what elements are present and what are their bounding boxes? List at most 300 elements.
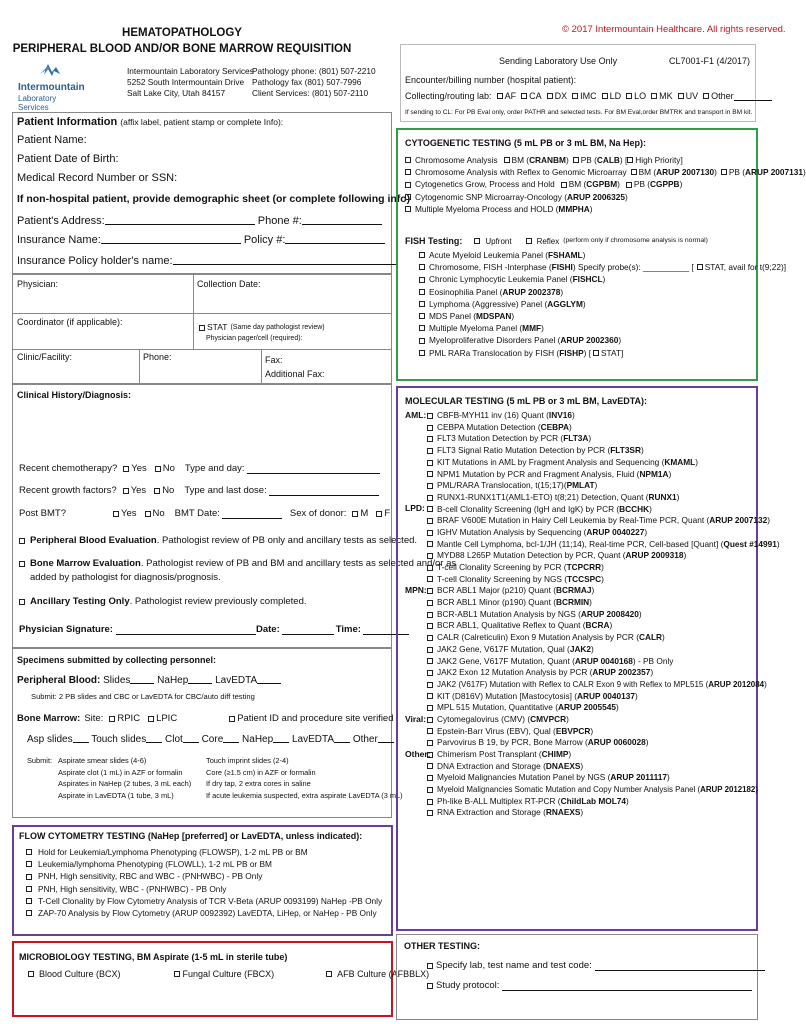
molecular-checkbox[interactable] (427, 413, 433, 419)
cyto-item-label: ) (624, 191, 628, 202)
no-label: No (162, 463, 175, 474)
growth-no-checkbox[interactable] (154, 488, 160, 494)
group-label-other: Other: (405, 748, 431, 759)
molecular-item (405, 445, 780, 457)
flow-checkbox[interactable] (26, 861, 32, 867)
molecular-item-label: Mantle Cell Lymphoma, bcl-1/JH (11;14), Real-time PCR, Cell-based [Quant] ( (437, 538, 724, 549)
lab-ld-checkbox[interactable] (602, 93, 608, 99)
clot-label: Clot (165, 734, 183, 745)
cyto-item-label: PB ( (728, 167, 746, 178)
molecular-checkbox[interactable] (427, 740, 433, 746)
bm-eval-checkbox[interactable] (19, 561, 25, 567)
molecular-code: PMLAT (566, 480, 595, 491)
submit-left-list (58, 755, 191, 801)
fish-item-label: ) (560, 286, 564, 297)
molecular-item-label: CBFB-MYH11 inv (16) Quant ( (437, 410, 549, 421)
fish-checkbox[interactable] (419, 277, 425, 283)
molecular-code: KMAML (664, 456, 696, 467)
cyto-item-label: ) (714, 167, 717, 178)
molecular-code: JAK2 (569, 643, 592, 654)
lab-other-checkbox[interactable] (703, 93, 709, 99)
type-day-input[interactable] (247, 465, 380, 474)
fish-checkbox[interactable] (593, 350, 599, 356)
blood-culture-label: Blood Culture (BCX) (39, 969, 121, 979)
lab-ca-checkbox[interactable] (521, 93, 527, 99)
pid-checkbox[interactable] (229, 716, 235, 722)
physician-label: Physician: (17, 279, 59, 289)
sending-lab-label: Sending Laboratory Use Only (499, 56, 618, 66)
cyto-checkbox[interactable] (405, 169, 411, 175)
cyto-code: CGPPB (650, 179, 680, 190)
lab-uv-checkbox[interactable] (678, 93, 684, 99)
molecular-code: BCRMIN (555, 597, 590, 608)
cyto-item-label: Multiple Myeloma Process and HOLD ( (415, 203, 559, 214)
touch-input[interactable] (146, 734, 162, 743)
pb-slides-input[interactable] (130, 675, 154, 684)
holder-input[interactable] (173, 256, 398, 265)
molecular-checkbox[interactable] (427, 647, 433, 653)
molecular-code: DNAEXS (545, 760, 581, 771)
molecular-checkbox[interactable] (427, 752, 433, 758)
molecular-item-label: FLT3 Mutation Detection by PCR ( (437, 433, 564, 444)
molecular-item-label: ) (638, 608, 642, 619)
cyto-heading: CYTOGENETIC TESTING (5 mL PB or 3 mL BM, Na Hep): (405, 138, 647, 148)
stat-row (199, 323, 325, 333)
pb-lav-input[interactable] (257, 675, 281, 684)
afb-culture-label: AFB Culture (AFBBLX) (337, 969, 430, 979)
cyto-item (405, 154, 806, 166)
molecular-item-label: ) (645, 737, 649, 748)
pb-specimen-row (17, 675, 281, 687)
molecular-item (405, 620, 780, 632)
molecular-item (405, 632, 780, 644)
fish-item-label: ) Specify probe(s): __________ [ (572, 262, 694, 273)
molecular-item-label: ) - PB Only (632, 655, 674, 666)
fish-item (419, 322, 786, 334)
fish-item-label: ) (511, 311, 515, 322)
molecular-checkbox[interactable] (427, 717, 433, 723)
cyto-checkbox[interactable] (504, 157, 510, 163)
address-input[interactable] (105, 216, 255, 225)
cyto-item-label: BM ( (511, 155, 530, 165)
molecular-item (405, 784, 780, 796)
molecular-item-label: ) (767, 515, 770, 526)
flow-cytometry-box (12, 825, 393, 936)
phone-label: Phone #: (257, 215, 302, 227)
afb-culture-checkbox[interactable] (326, 971, 332, 977)
fish-checkbox[interactable] (419, 313, 425, 319)
pager-label: Physician pager/cell (required): (206, 335, 303, 342)
post-bmt-row (19, 509, 390, 520)
reflex-label: Reflex (536, 236, 560, 246)
fish-item (419, 334, 786, 346)
signature-label: Physician Signature: (19, 624, 113, 635)
molecular-checkbox[interactable] (427, 682, 433, 688)
flow-item-label: PNH, High sensitivity, WBC - (PNHWBC) - PB Only (38, 883, 227, 894)
flow-item-label: Leukemia/lymphoma Phenotyping (FLOWLL), 1-2 mL PB or BM (38, 859, 272, 870)
cyto-checkbox[interactable] (405, 194, 411, 200)
logo-text: Intermountain (18, 82, 85, 94)
patient-heading-text: Patient Information (17, 116, 118, 128)
stat-label: STAT (207, 322, 228, 332)
molecular-item (405, 550, 780, 562)
molecular-code: ARUP 2009318 (625, 550, 684, 561)
bmt-date-label: BMT Date: (174, 508, 220, 519)
other-testing-heading: OTHER TESTING: (404, 941, 480, 951)
fish-item-label: ) (582, 250, 586, 260)
molecular-item-label: JAK2 Exon 12 Mutation Analysis by PCR ( (437, 667, 593, 678)
lab-option: MK (659, 91, 673, 101)
fish-checkbox[interactable] (419, 301, 425, 307)
molecular-code: FLT3A (563, 433, 589, 444)
pb-slides-label: Slides (103, 675, 131, 686)
molecular-checkbox[interactable] (427, 705, 433, 711)
molecular-item (405, 585, 780, 597)
molecular-checkbox[interactable] (427, 787, 433, 793)
fish-checkbox[interactable] (697, 264, 703, 270)
molecular-checkbox[interactable] (427, 541, 433, 547)
phone-input[interactable] (302, 216, 382, 225)
molecular-item-label: ) (668, 468, 672, 479)
lab-address (127, 66, 254, 99)
cyto-item (405, 166, 806, 178)
molecular-item (405, 737, 780, 749)
fish-checkbox[interactable] (419, 252, 425, 258)
cytogenetic-box (396, 128, 806, 381)
specify-input[interactable] (595, 962, 765, 971)
molecular-checkbox[interactable] (427, 448, 433, 454)
cyto-checkbox[interactable] (405, 206, 411, 212)
chemo-yes-checkbox[interactable] (123, 466, 129, 472)
insurance-input[interactable] (101, 235, 241, 244)
molecular-item-label: ) (644, 526, 648, 537)
molecular-item-label: BCR ABL1, Qualitative Reflex to Quant ( (437, 620, 586, 631)
reflex-note: (perform only if chromosome analysis is normal) (563, 237, 708, 245)
submit-label: Submit: (27, 756, 53, 765)
cyto-checkbox[interactable] (405, 182, 411, 188)
molecular-checkbox[interactable] (427, 775, 433, 781)
donor-m-checkbox[interactable] (352, 511, 358, 517)
cyto-checkbox[interactable] (721, 169, 727, 175)
fungal-culture-checkbox[interactable] (174, 971, 180, 977)
m-label: M (360, 508, 369, 519)
lpic-checkbox[interactable] (148, 716, 154, 722)
molecular-checkbox[interactable] (427, 810, 433, 816)
bmt-no-checkbox[interactable] (145, 511, 151, 517)
cyto-code: ARUP 2006325 (567, 191, 625, 202)
cyto-checkbox[interactable] (631, 169, 637, 175)
lav-input[interactable] (334, 734, 350, 743)
address-line: 5252 South Intermountain Drive (127, 77, 245, 87)
cyto-item (405, 191, 806, 203)
pid-label: Patient ID and procedure site verified (237, 713, 394, 724)
molecular-code: BCCHK (619, 503, 650, 514)
molecular-code: CMVPCR (530, 713, 567, 724)
ancillary-title: Ancillary Testing Only (30, 596, 130, 607)
bmt-date-input[interactable] (222, 510, 282, 519)
submit-item: Aspirates in NaHep (2 tubes, 3 mL each) (58, 779, 192, 788)
signature-input[interactable] (116, 626, 256, 635)
molecular-code: ChildLab MOL74 (560, 795, 627, 806)
logo-subtext: Laboratory Services (18, 93, 57, 113)
molecular-item-label: ) (591, 643, 594, 654)
lab-option: DX (554, 91, 568, 101)
molecular-checkbox[interactable] (427, 471, 433, 477)
collection-date-label: Collection Date: (197, 279, 261, 289)
molecular-item-label: T-cell Clonality Screening by PCR ( (437, 562, 567, 573)
molecular-item (405, 422, 780, 434)
molecular-checkbox[interactable] (427, 670, 433, 676)
flow-checkbox[interactable] (26, 849, 32, 855)
protocol-input[interactable] (502, 982, 752, 991)
address-line: Intermountain Laboratory Services (127, 66, 254, 76)
cyto-item-label: PB ( (580, 155, 597, 165)
lab-mk-checkbox[interactable] (651, 93, 657, 99)
encounter-label: Encounter/billing number (hospital patient): (405, 75, 577, 85)
molecular-checkbox[interactable] (427, 635, 433, 641)
molecular-item-label: ) (566, 713, 569, 724)
f-label: F (384, 508, 391, 519)
core-input[interactable] (223, 734, 239, 743)
molecular-item-label: MYD88 L265P Mutation Detection by PCR, Quant ( (437, 550, 626, 561)
molecular-item (405, 796, 780, 808)
molecular-item-label: DNA Extraction and Storage ( (437, 760, 546, 771)
ancillary-text: . Pathologist review previously completed. (129, 596, 307, 607)
policy-label: Policy #: (243, 234, 286, 246)
no-label: No (162, 485, 175, 496)
molecular-item-label: Epstein-Barr Virus (EBV), Qual ( (437, 725, 556, 736)
molecular-item (405, 527, 780, 539)
lab-option: LO (634, 91, 647, 101)
physician-grid (12, 274, 392, 384)
molecular-code: INV16 (548, 410, 572, 421)
donor-f-checkbox[interactable] (376, 511, 382, 517)
patient-name-label: Patient Name: (17, 134, 87, 146)
patient-address-row (17, 215, 382, 228)
asp-input[interactable] (73, 734, 89, 743)
flow-checkbox[interactable] (26, 886, 32, 892)
molecular-item-label: RUNX1-RUNX1T1(AML1-ETO) t(8;21) Detection, Quant ( (437, 491, 649, 502)
cyto-item-label: ) (589, 203, 593, 214)
clot-input[interactable] (183, 734, 199, 743)
molecular-item-label: ) (568, 749, 572, 760)
molecular-item-label: Myeloid Malignancies Somatic Mutation and Copy Number Analysis Panel ( (437, 785, 701, 795)
molecular-checkbox[interactable] (427, 600, 433, 606)
lab-contacts (252, 66, 376, 99)
molecular-item (405, 480, 780, 492)
fish-item-label: Multiple Myeloma Panel ( (429, 323, 523, 334)
reflex-checkbox[interactable] (526, 238, 532, 244)
lab-lo-checkbox[interactable] (626, 93, 632, 99)
molecular-code: ARUP 2002357 (592, 667, 651, 678)
insurance-label: Insurance Name: (17, 234, 101, 246)
pb-eval-row (19, 536, 417, 547)
molecular-code: ARUP 0040168 (574, 655, 633, 666)
molecular-code: RUNX1 (648, 491, 677, 502)
microbiology-box (12, 941, 430, 1017)
fish-checkbox[interactable] (419, 289, 425, 295)
molecular-item-label: ) (601, 562, 604, 573)
molecular-checkbox[interactable] (427, 495, 433, 501)
fish-checkbox[interactable] (419, 325, 425, 331)
yes-label: Yes (131, 463, 147, 474)
molecular-checkbox[interactable] (427, 553, 433, 559)
molecular-item-label: IGHV Mutation Analysis by Sequencing ( (437, 526, 587, 537)
fax-label: Fax: (265, 355, 283, 365)
flow-item-label: T-Cell Clonality by Flow Cytometry Analysis of TCR V-Beta (ARUP 0093199) NaHep -PB Only (38, 895, 383, 906)
fish-code: ARUP 2002360 (560, 335, 619, 346)
client-services: Client Services: (801) 507-2110 (252, 88, 369, 98)
type-dose-label: Type and last dose: (184, 485, 267, 496)
fish-code: MMF (522, 323, 542, 334)
molecular-checkbox[interactable] (427, 763, 433, 769)
fish-item-label: Myeloproliferative Disorders Panel ( (429, 335, 561, 346)
pb-eval-checkbox[interactable] (19, 538, 25, 544)
type-day-label: Type and day: (184, 463, 245, 474)
clinic-label: Clinic/Facility: (17, 352, 73, 362)
bm-eval-text: . Pathologist review of PB and BM and ancillary tests as selected and/or as (140, 558, 457, 569)
flow-item (26, 883, 382, 895)
molecular-code: CEBPA (540, 421, 570, 432)
molecular-item-label: FLT3 Signal Ratio Mutation Detection by PCR ( (437, 445, 611, 456)
clinical-heading: Clinical History/Diagnosis: (17, 390, 132, 400)
molecular-checkbox[interactable] (427, 623, 433, 629)
other-input[interactable] (378, 734, 394, 743)
cyto-checkbox[interactable] (626, 182, 632, 188)
fish-item (419, 347, 786, 359)
upfront-label: Upfront (485, 236, 512, 246)
cyto-code: ARUP 2007130 (656, 167, 715, 178)
ancillary-checkbox[interactable] (19, 599, 25, 605)
lab-other-input[interactable] (734, 92, 772, 101)
lab-option: LD (609, 91, 622, 101)
pb-eval-title: Peripheral Blood Evaluation (30, 535, 157, 546)
molecular-code: FLT3SR (610, 445, 641, 456)
blood-culture-checkbox[interactable] (28, 971, 34, 977)
molecular-item (405, 772, 780, 784)
molecular-checkbox[interactable] (427, 483, 433, 489)
molecular-checkbox[interactable] (427, 506, 433, 512)
molecular-item-label: Cytomegalovirus (CMV) ( (437, 713, 531, 724)
molecular-item (405, 761, 780, 773)
molecular-code: ARUP 2011117 (610, 772, 667, 783)
cyto-item-label: ) (803, 167, 806, 178)
growth-yes-checkbox[interactable] (123, 488, 129, 494)
molecular-checkbox[interactable] (427, 518, 433, 524)
bm-label: Bone Marrow: (17, 713, 81, 724)
pathology-fax: Pathology fax (801) 507-7996 (252, 77, 362, 87)
physician-phone-label: Phone: (143, 352, 172, 362)
flow-checkbox[interactable] (26, 874, 32, 880)
address-line: Salt Lake City, Utah 84157 (127, 88, 226, 98)
molecular-item (405, 609, 780, 621)
molecular-checkbox[interactable] (427, 728, 433, 734)
molecular-item-label: ) (667, 772, 670, 783)
molecular-item-label: Parvovirus B 19, by PCR, Bone Marrow ( (437, 737, 588, 748)
molecular-checkbox[interactable] (427, 565, 433, 571)
cyto-checkbox[interactable] (405, 157, 411, 163)
flow-checkbox[interactable] (26, 910, 32, 916)
lab-dx-checkbox[interactable] (547, 93, 553, 99)
molecular-item (405, 574, 780, 586)
cyto-item (405, 203, 806, 215)
molecular-item-label: PML/RARA Translocation, t(15;17)( (437, 480, 567, 491)
pathology-phone: Pathology phone: (801) 507-2210 (252, 66, 376, 76)
type-dose-input[interactable] (269, 487, 379, 496)
rpic-checkbox[interactable] (109, 716, 115, 722)
date-input[interactable] (282, 626, 334, 635)
donor-sex-label: Sex of donor: (289, 508, 347, 519)
lab-imc-checkbox[interactable] (572, 93, 578, 99)
fish-code: AGGLYM (547, 298, 583, 309)
molecular-checkbox[interactable] (427, 799, 433, 805)
lab-option: AF (504, 91, 517, 101)
fish-code: FSHAML (547, 250, 583, 260)
submit-item: Touch imprint slides (2-4) (206, 756, 289, 765)
molecular-item (405, 433, 780, 445)
molecular-item-label: JAK2 Gene, V617F Mutation, Qual ( (437, 643, 570, 654)
molecular-item-label: KIT Mutations in AML by Fragment Analysis and Sequencing ( (437, 456, 665, 467)
molecular-item-label: CALR (Calreticulin) Exon 9 Mutation Analysis by PCR ( (437, 632, 639, 643)
pb-nahep-input[interactable] (188, 675, 212, 684)
fish-checkbox[interactable] (419, 338, 425, 344)
cyto-checkbox[interactable] (573, 157, 579, 163)
molecular-checkbox[interactable] (427, 693, 433, 699)
molecular-checkbox[interactable] (427, 588, 433, 594)
molecular-checkbox[interactable] (427, 612, 433, 618)
address-label: Patient's Address: (17, 215, 105, 227)
molecular-checkbox[interactable] (427, 576, 433, 582)
chemo-no-checkbox[interactable] (155, 466, 161, 472)
fish-checkbox[interactable] (419, 350, 425, 356)
specify-checkbox[interactable] (427, 963, 433, 969)
molecular-checkbox[interactable] (427, 425, 433, 431)
molecular-item-label: ) (580, 807, 584, 818)
molecular-code: CALR (638, 632, 663, 643)
cyto-checkbox[interactable] (627, 157, 633, 163)
flow-item (26, 895, 382, 907)
core-label: Core (201, 734, 224, 745)
upfront-checkbox[interactable] (474, 238, 480, 244)
fish-checkbox[interactable] (419, 264, 425, 270)
stat-checkbox[interactable] (199, 325, 205, 331)
fish-item-label: ) (618, 335, 622, 346)
policy-input[interactable] (285, 235, 385, 244)
pb-submit-note: Submit: 2 PB slides and CBC or LavEDTA for CBC/auto diff testing (31, 692, 255, 701)
molecular-checkbox[interactable] (427, 658, 433, 664)
molecular-checkbox[interactable] (427, 460, 433, 466)
molecular-item-label: B-cell Clonality Screening (IgH and IgK) by PCR ( (437, 503, 620, 514)
molecular-code: ARUP 0060028 (587, 737, 646, 748)
cyto-checkbox[interactable] (561, 182, 567, 188)
molecular-item-label: ) (580, 760, 584, 771)
fish-item-label: MDS Panel ( (429, 311, 477, 322)
cyto-item-label: ) [ (619, 155, 628, 165)
protocol-checkbox[interactable] (427, 983, 433, 989)
flow-list (26, 846, 382, 919)
molecular-code: BCRA (585, 620, 610, 631)
flow-checkbox[interactable] (26, 898, 32, 904)
molecular-code: TCCSPC (567, 573, 602, 584)
molecular-checkbox[interactable] (427, 530, 433, 536)
lab-af-checkbox[interactable] (497, 93, 503, 99)
molecular-checkbox[interactable] (427, 436, 433, 442)
bm-eval-row (19, 559, 456, 570)
bmt-yes-checkbox[interactable] (113, 511, 119, 517)
molecular-item-label: ) (626, 795, 629, 806)
molecular-item-label: T-cell Clonality Screening by NGS ( (437, 573, 568, 584)
nahep-input[interactable] (273, 734, 289, 743)
